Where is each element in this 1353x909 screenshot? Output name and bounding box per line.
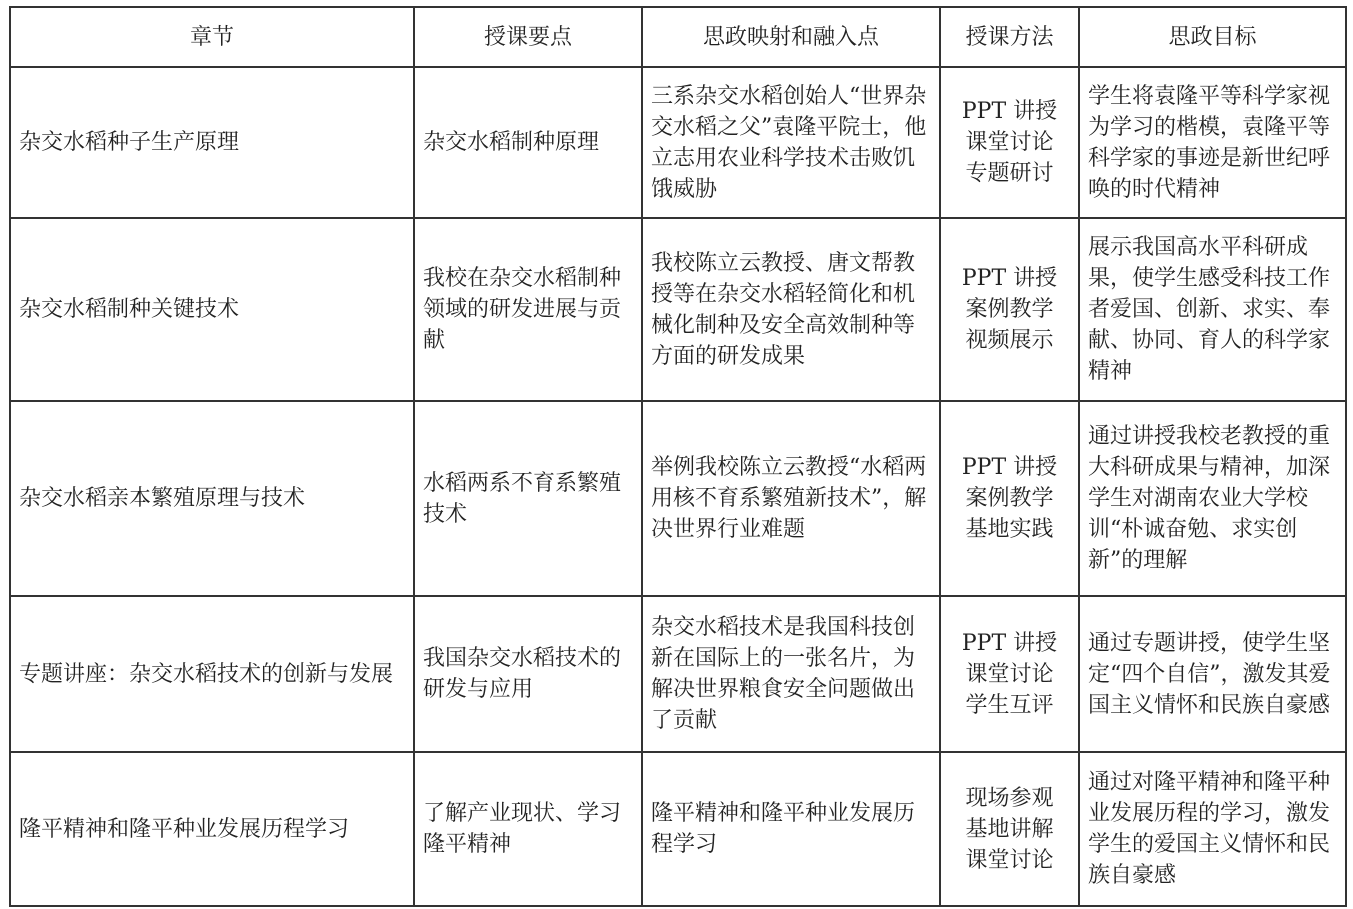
method-item: 课堂讨论 — [965, 661, 1054, 687]
table-header — [10, 7, 1346, 67]
goal-cell: 展示我国高水平科研成果，使学生感受科技工作者爱国、创新、求实、奉献、协同、育人的科学家精神 — [1079, 218, 1346, 401]
course-ideology-table — [9, 6, 1347, 907]
header-row — [10, 7, 1346, 67]
table-row — [10, 752, 1346, 906]
header-methods: 授课方法 — [940, 7, 1079, 67]
methods-cell — [940, 401, 1079, 596]
method-item: PPT 讲授 — [961, 455, 1058, 480]
methods-cell — [940, 752, 1079, 906]
goal-cell: 学生将袁隆平等科学家视为学习的楷模，袁隆平等科学家的事迹是新世纪呼唤的时代精神 — [1079, 67, 1346, 218]
header-key-points: 授课要点 — [414, 7, 642, 67]
chapter-cell: 专题讲座：杂交水稻技术的创新与发展 — [10, 596, 414, 752]
key-points-cell: 水稻两系不育系繁殖技术 — [414, 401, 642, 596]
mapping-cell: 隆平精神和隆平种业发展历程学习 — [642, 752, 940, 906]
goal-cell: 通过讲授我校老教授的重大科研成果与精神，加深学生对湖南农业大学校训“朴诚奋勉、求实创新”的理解 — [1079, 401, 1346, 596]
key-points-cell: 我国杂交水稻技术的研发与应用 — [414, 596, 642, 752]
course-table-wrapper — [9, 6, 1347, 907]
header-goal: 思政目标 — [1079, 7, 1346, 67]
method-item: 学生互评 — [965, 692, 1054, 718]
chapter-cell: 杂交水稻种子生产原理 — [10, 67, 414, 218]
table-body — [10, 67, 1346, 906]
key-points-cell: 了解产业现状、学习隆平精神 — [414, 752, 642, 906]
header-mapping: 思政映射和融入点 — [642, 7, 940, 67]
goal-cell: 通过对隆平精神和隆平种业发展历程的学习，激发学生的爱国主义情怀和民族自豪感 — [1079, 752, 1346, 906]
table-row — [10, 218, 1346, 401]
chapter-cell: 隆平精神和隆平种业发展历程学习 — [10, 752, 414, 906]
method-item: 基地讲解 — [965, 816, 1054, 842]
method-item: PPT 讲授 — [961, 630, 1058, 656]
method-item: 课堂讨论 — [965, 130, 1054, 155]
method-item: 专题研讨 — [965, 161, 1054, 186]
mapping-cell: 杂交水稻技术是我国科技创新在国际上的一张名片，为解决世界粮食安全问题做出了贡献 — [642, 596, 940, 752]
method-item: 现场参观 — [965, 785, 1054, 811]
method-item: 课堂讨论 — [965, 847, 1054, 873]
key-points-cell: 杂交水稻制种原理 — [414, 67, 642, 218]
table-row — [10, 67, 1346, 218]
methods-cell — [940, 67, 1079, 218]
method-item: 视频展示 — [965, 328, 1054, 353]
goal-cell: 通过专题讲授，使学生坚定“四个自信”，激发其爱国主义情怀和民族自豪感 — [1079, 596, 1346, 752]
method-item: 基地实践 — [965, 517, 1054, 542]
methods-cell — [940, 596, 1079, 752]
method-item: 案例教学 — [965, 486, 1054, 511]
chapter-cell: 杂交水稻制种关键技术 — [10, 218, 414, 401]
mapping-cell: 我校陈立云教授、唐文帮教授等在杂交水稻轻简化和机械化制种及安全高效制种等方面的研发成果 — [642, 218, 940, 401]
chapter-cell: 杂交水稻亲本繁殖原理与技术 — [10, 401, 414, 596]
table-row — [10, 596, 1346, 752]
method-item: PPT 讲授 — [961, 99, 1058, 124]
key-points-cell: 我校在杂交水稻制种领域的研发进展与贡献 — [414, 218, 642, 401]
table-row — [10, 401, 1346, 596]
mapping-cell: 举例我校陈立云教授“水稻两用核不育系繁殖新技术”，解决世界行业难题 — [642, 401, 940, 596]
methods-cell — [940, 218, 1079, 401]
method-item: PPT 讲授 — [961, 266, 1058, 291]
header-chapter: 章节 — [10, 7, 414, 67]
method-item: 案例教学 — [965, 297, 1054, 322]
mapping-cell: 三系杂交水稻创始人“世界杂交水稻之父”袁隆平院士，他立志用农业科学技术击败饥饿威胁 — [642, 67, 940, 218]
